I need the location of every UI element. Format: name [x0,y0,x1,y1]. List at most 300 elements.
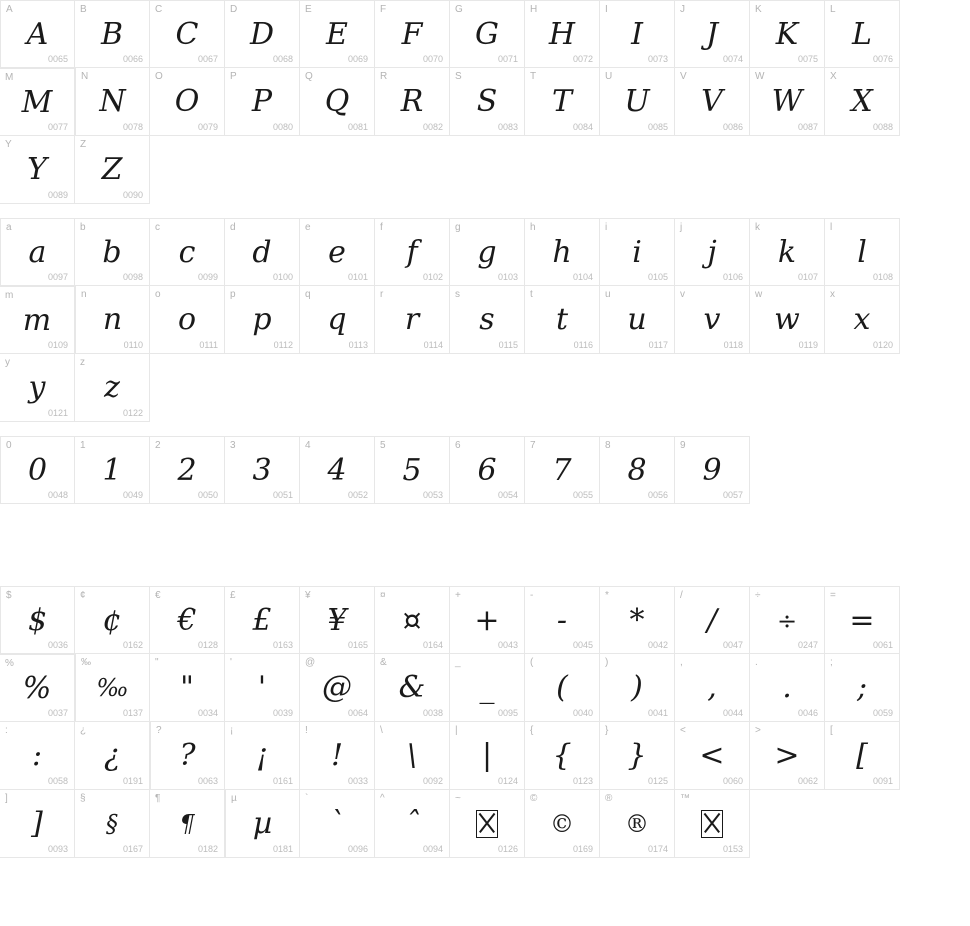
char-glyph: ¶ [179,810,195,838]
char-label: 0 [6,440,12,451]
char-glyph: O [174,84,200,119]
char-code: 0039 [272,708,293,718]
char-glyph: C [175,17,199,52]
char-label: 8 [605,440,611,451]
char-cell[interactable] [75,436,150,504]
char-glyph: € [177,603,197,638]
char-cell[interactable] [300,218,375,286]
char-label: l [830,222,833,233]
char-code: 0046 [797,708,818,718]
char-code: 0069 [347,54,368,64]
char-cell[interactable] [75,354,150,422]
char-cell[interactable] [225,286,300,354]
char-glyph: / [706,603,718,638]
char-label: { [530,725,534,736]
char-cell[interactable] [375,790,450,858]
char-glyph: U [624,84,650,119]
char-cell[interactable] [525,218,600,286]
char-cell[interactable] [675,286,750,354]
char-cell[interactable] [825,68,900,136]
char-code: 0050 [197,490,218,500]
char-code: 0105 [647,272,668,282]
char-label: ÷ [755,590,761,601]
char-cell[interactable] [825,0,900,68]
char-label: d [230,222,236,233]
char-glyph: m [22,303,52,338]
char-cell[interactable] [825,654,900,722]
char-cell[interactable] [450,790,525,858]
char-code: 0247 [797,640,818,650]
char-cell[interactable] [0,354,75,422]
char-cell[interactable] [825,586,900,654]
char-cell[interactable] [75,68,150,136]
char-code: 0085 [647,122,668,132]
char-cell[interactable] [750,654,825,722]
char-code: 0111 [199,340,218,350]
char-cell[interactable] [525,68,600,136]
char-cell[interactable] [75,286,150,354]
char-cell[interactable] [75,0,150,68]
char-cell[interactable] [225,218,300,286]
char-label: c [155,222,160,233]
char-glyph: s [479,302,495,337]
char-cell[interactable] [825,722,900,790]
char-cell[interactable] [150,586,225,654]
char-glyph: § [106,810,118,838]
char-code: 0102 [422,272,443,282]
char-label: w [755,289,763,300]
char-glyph: ¤ [402,603,422,638]
char-cell[interactable] [750,0,825,68]
char-cell[interactable] [75,136,150,204]
char-label: @ [305,657,316,668]
char-glyph: r [404,302,420,337]
char-cell[interactable] [225,722,300,790]
char-label: ¤ [380,590,386,601]
char-cell[interactable] [150,0,225,68]
char-cell[interactable] [600,218,675,286]
char-cell[interactable] [75,218,150,286]
char-cell[interactable] [300,436,375,504]
char-cell[interactable] [150,218,225,286]
char-cell[interactable] [75,654,150,722]
char-glyph: \ [406,738,418,773]
char-label: V [680,71,687,82]
char-cell[interactable] [750,68,825,136]
char-label: $ [6,590,12,601]
char-code: 0091 [872,776,893,786]
char-code: 0161 [272,776,293,786]
char-label: 6 [455,440,461,451]
char-code: 0126 [497,844,518,854]
char-cell[interactable] [300,722,375,790]
char-code: 0079 [197,122,218,132]
char-glyph: ; [856,670,868,705]
char-glyph: g [477,235,497,270]
char-cell[interactable] [525,586,600,654]
char-label: _ [455,657,461,668]
char-glyph: > [774,738,800,773]
char-label: ` [305,793,309,804]
char-code: 0116 [573,340,593,350]
char-glyph: X [851,84,873,119]
char-cell[interactable] [375,436,450,504]
char-glyph: ‰ [96,674,129,702]
char-glyph: 7 [552,453,572,488]
char-cell[interactable] [150,790,225,858]
char-glyph: j [707,235,717,270]
char-glyph: u [627,302,647,337]
char-code: 0087 [797,122,818,132]
char-cell[interactable] [600,722,675,790]
char-label: } [605,725,609,736]
char-cell[interactable] [375,68,450,136]
char-glyph: 4 [327,453,347,488]
char-code: 0070 [422,54,443,64]
char-code: 0034 [197,708,218,718]
char-cell[interactable] [450,218,525,286]
char-label: : [5,725,8,736]
char-glyph: n [102,302,123,337]
char-cell-empty [225,858,300,926]
char-glyph: D [249,17,275,52]
char-glyph: & [398,670,426,705]
char-glyph: d [252,235,272,270]
char-code: 0123 [572,776,593,786]
char-label: ) [605,657,609,668]
char-label: + [455,590,461,601]
char-code: 0090 [122,190,143,200]
char-cell[interactable] [675,218,750,286]
char-glyph: ® [625,810,649,838]
char-label: ^ [380,793,385,804]
char-code: 0078 [122,122,143,132]
char-label: > [755,725,761,736]
char-code: 0121 [47,408,68,418]
char-glyph: N [99,84,126,119]
char-cell[interactable] [0,722,75,790]
char-code: 0107 [797,272,818,282]
char-label: ¶ [155,793,161,804]
char-code: 0054 [497,490,518,500]
char-label: o [155,289,161,300]
char-label: C [155,4,163,15]
char-code: 0098 [122,272,143,282]
char-cell[interactable] [750,586,825,654]
char-cell[interactable] [0,68,75,136]
char-cell[interactable] [300,790,375,858]
char-glyph: J [705,17,719,52]
char-label: T [530,71,537,82]
char-label: Y [5,139,12,150]
char-cell-empty [750,790,825,858]
char-glyph: Z [101,152,123,187]
char-code: 0086 [722,122,743,132]
char-cell[interactable] [450,0,525,68]
char-label: q [305,289,311,300]
char-code: 0071 [497,54,518,64]
char-cell[interactable] [375,218,450,286]
char-label: r [380,289,384,300]
char-cell[interactable] [300,286,375,354]
char-glyph: 1 [102,453,122,488]
char-cell[interactable] [525,436,600,504]
char-label: | [455,725,458,736]
char-glyph: c [178,235,196,270]
char-cell[interactable] [600,0,675,68]
char-cell[interactable] [0,136,75,204]
char-label: µ [231,793,237,804]
char-glyph: = [849,603,875,638]
char-code: 0153 [722,844,743,854]
char-code: 0128 [197,640,218,650]
char-cell[interactable] [825,286,900,354]
char-label: I [605,4,608,15]
char-label: 4 [305,440,311,451]
char-glyph: T [551,84,572,119]
char-cell[interactable] [75,790,150,858]
char-cell[interactable] [525,286,600,354]
char-code: 0125 [647,776,668,786]
char-glyph: y [28,370,46,405]
char-cell[interactable] [675,0,750,68]
char-label: U [605,71,613,82]
char-code: 0165 [347,640,368,650]
char-cell[interactable] [300,654,375,722]
char-code: 0042 [647,640,668,650]
char-label: G [455,4,463,15]
char-cell[interactable] [525,0,600,68]
char-label: e [305,222,311,233]
char-code: 0089 [47,190,68,200]
char-cell[interactable] [225,436,300,504]
char-glyph: k [777,235,797,270]
char-label: ; [830,657,833,668]
char-label: § [80,793,86,804]
char-cell[interactable] [0,286,75,354]
char-label: © [530,793,538,804]
char-glyph: p [252,302,272,337]
char-cell[interactable] [450,654,525,722]
char-cell[interactable] [0,218,75,286]
char-cell[interactable] [675,436,750,504]
char-code: 0120 [872,340,893,350]
char-cell[interactable] [450,722,525,790]
char-code: 0055 [572,490,593,500]
char-code: 0045 [572,640,593,650]
char-glyph: 9 [702,453,722,488]
char-label: p [230,289,236,300]
char-cell-empty [825,790,900,858]
char-cell[interactable] [675,722,750,790]
char-cell[interactable] [375,286,450,354]
char-cell[interactable] [525,654,600,722]
char-cell[interactable] [375,586,450,654]
char-cell[interactable] [0,790,75,858]
char-cell[interactable] [150,436,225,504]
char-cell[interactable] [300,586,375,654]
char-label: m [5,290,14,301]
char-code: 0182 [197,844,218,854]
char-cell[interactable] [225,0,300,68]
char-cell[interactable] [0,0,75,68]
char-cell[interactable] [300,0,375,68]
char-code: 0077 [47,122,68,132]
char-code: 0038 [422,708,443,718]
char-code: 0124 [497,776,518,786]
char-cell[interactable] [450,286,525,354]
char-label: K [755,4,762,15]
char-code: 0115 [498,340,518,350]
char-label: b [80,222,86,233]
char-cell[interactable] [525,790,600,858]
char-glyph: B [100,17,124,52]
char-glyph: Q [324,84,350,119]
char-label: ~ [455,793,461,804]
char-glyph: " [180,670,194,705]
char-code: 0075 [797,54,818,64]
char-label: 9 [680,440,686,451]
char-glyph: A [26,17,49,52]
char-glyph: } [627,738,647,773]
char-cell[interactable] [225,654,300,722]
char-cell[interactable] [450,586,525,654]
char-label: L [830,4,836,15]
char-label: - [530,590,534,601]
char-cell[interactable] [0,586,75,654]
char-cell[interactable] [375,0,450,68]
char-cell[interactable] [450,436,525,504]
char-cell[interactable] [225,790,300,858]
char-cell-empty [0,858,75,926]
char-cell[interactable] [300,68,375,136]
char-code: 0051 [272,490,293,500]
char-cell[interactable] [600,790,675,858]
char-label: € [155,590,161,601]
char-cell[interactable] [75,722,150,790]
notdef-box-icon [701,810,723,838]
char-glyph: , [707,670,717,705]
char-code: 0093 [47,844,68,854]
char-cell[interactable] [675,654,750,722]
char-label: A [6,4,13,15]
char-code: 0062 [797,776,818,786]
char-code: 0065 [47,54,68,64]
char-code: 0066 [122,54,143,64]
char-cell[interactable] [525,722,600,790]
char-glyph: ¢ [102,603,122,638]
char-label: y [5,357,10,368]
char-code: 0094 [422,844,443,854]
char-group-digits [0,436,970,572]
char-code: 0164 [422,640,443,650]
char-code: 0137 [122,708,143,718]
char-glyph: ÷ [776,607,798,635]
char-label: R [380,71,388,82]
char-cell[interactable] [225,586,300,654]
char-code: 0108 [872,272,893,282]
char-label: g [455,222,461,233]
char-cell[interactable] [750,286,825,354]
char-label: 1 [80,440,86,451]
char-cell[interactable] [600,436,675,504]
char-label: u [605,289,611,300]
char-glyph: t [555,302,569,337]
char-glyph: © [550,810,574,838]
char-cell[interactable] [675,586,750,654]
char-cell[interactable] [150,654,225,722]
char-label: t [530,289,533,300]
char-label: / [680,590,683,601]
char-label: \ [380,725,383,736]
char-cell[interactable] [75,586,150,654]
char-group-uppercase [0,0,970,204]
char-code: 0117 [648,340,668,350]
char-code: 0174 [647,844,668,854]
char-code: 0049 [122,490,143,500]
char-label: 3 [230,440,236,451]
char-glyph: R [400,84,424,119]
char-cell[interactable] [600,654,675,722]
char-code: 0052 [347,490,368,500]
char-label: , [680,657,683,668]
char-code: 0060 [722,776,743,786]
char-cell[interactable] [600,286,675,354]
char-code: 0103 [497,272,518,282]
char-cell[interactable] [225,68,300,136]
char-cell[interactable] [150,286,225,354]
char-glyph: 8 [627,453,647,488]
char-cell[interactable] [600,68,675,136]
char-label: v [680,289,685,300]
char-code: 0033 [347,776,368,786]
char-glyph: L [852,17,872,52]
char-label: ¿ [80,725,87,736]
char-cell[interactable] [675,790,750,858]
char-label: N [81,71,89,82]
char-code: 0119 [798,340,818,350]
char-cell[interactable] [750,722,825,790]
char-cell[interactable] [150,68,225,136]
char-cell[interactable] [150,722,225,790]
char-code: 0088 [872,122,893,132]
char-label: h [530,222,536,233]
char-cell[interactable] [675,68,750,136]
char-cell[interactable] [600,586,675,654]
char-cell-empty [75,858,150,926]
char-glyph: i [632,235,642,270]
char-cell[interactable] [0,654,75,722]
char-cell[interactable] [375,722,450,790]
char-code: 0181 [272,844,293,854]
char-label: " [155,657,159,668]
char-label: * [605,590,609,601]
char-label: S [455,71,462,82]
char-label: ™ [680,793,690,804]
char-cell[interactable] [825,218,900,286]
char-label: < [680,725,686,736]
char-glyph: f [406,235,418,270]
char-glyph: ( [556,670,568,705]
char-glyph: 0 [27,453,48,488]
char-code: 0095 [497,708,518,718]
char-glyph: ˆ [404,806,420,841]
char-cell[interactable] [750,218,825,286]
char-cell[interactable] [450,68,525,136]
char-cell[interactable] [375,654,450,722]
char-label: B [80,4,87,15]
char-cell[interactable] [0,436,75,504]
